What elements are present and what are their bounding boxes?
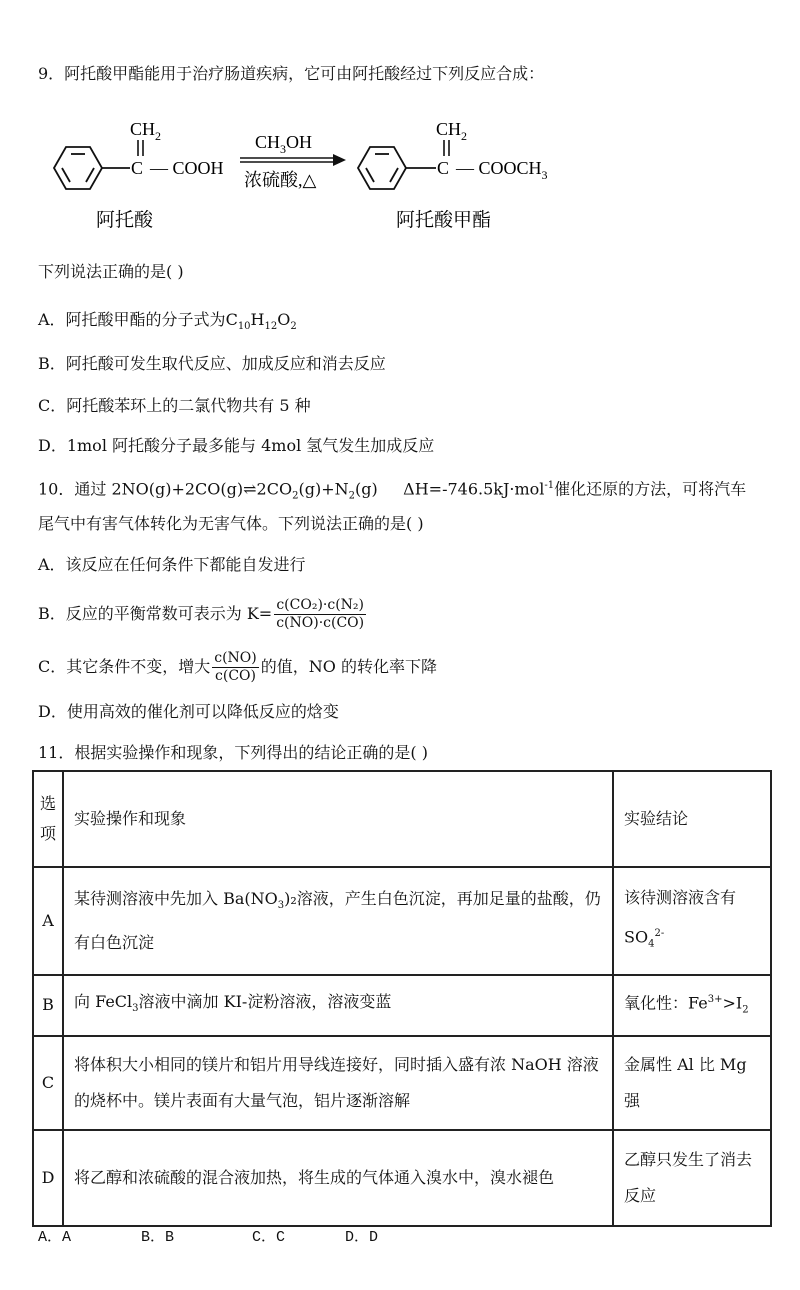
row-b-operation: 向 FeCl$_3$溶液中滴加 KI-淀粉溶液，溶液变蓝 [63, 975, 613, 1036]
q9-option-a: A．阿托酸甲酯的分子式为$C_{10}H_{12}O_2$ [38, 310, 297, 333]
q10-option-d: D．使用高效的催化剂可以降低反应的焓变 [38, 702, 339, 721]
q10-stem-line1: 10．通过 $2NO(g)+2CO(g)\rightleftharpoons 2CO_2(g)+N_2(g)$ ΔH=-746.5kJ·mol$^{-1}$催化还原的方法，可将汽车 [38, 479, 747, 502]
row-c-operation: 将体积大小相同的镁片和铝片用导线连接好，同时插入盛有浓 NaOH 溶液的烧杯中。镁片表面有大量气泡，铝片逐渐溶解 [63, 1036, 613, 1130]
q9-option-b: B．阿托酸可发生取代反应、加成反应和消去反应 [38, 354, 386, 373]
benzene-ring-left [54, 147, 102, 189]
row-a-conclusion: 该待测溶液含有 $SO_4^{2-}$ [613, 867, 771, 975]
header-option: 选项 [33, 771, 63, 867]
table-row: D 将乙醇和浓硫酸的混合液加热，将生成的气体通入溴水中，溴水褪色 乙醇只发生了消去反应 [33, 1130, 771, 1226]
table-row: C 将体积大小相同的镁片和铝片用导线连接好，同时插入盛有浓 NaOH 溶液的烧杯中。镁片表面有大量气泡，铝片逐渐溶解 金属性 Al 比 Mg 强 [33, 1036, 771, 1130]
arrow-head [333, 154, 346, 166]
cooh-group: — COOH [150, 158, 224, 178]
ch2-left: $CH_2$ [130, 119, 162, 143]
benzene-ring-right [358, 147, 406, 189]
q10-option-b: B．反应的平衡常数可表示为 K= $\frac{\text{c(CO₂)·c(N₂)}}{c(NO)\cdot c(CO)}$ [38, 597, 365, 631]
q10-option-a: A．该反应在任何条件下都能自发进行 [38, 555, 306, 574]
q9-stem: 9．阿托酸甲酯能用于治疗肠道疾病，它可由阿托酸经过下列反应合成： [38, 64, 545, 83]
label-atropic-acid: 阿托酸 [96, 210, 154, 230]
row-a-operation: 某待测溶液中先加入 $Ba(NO_3)_2$溶液，产生白色沉淀，再加足量的盐酸，仍有白色沉淀 [63, 867, 613, 975]
header-conclusion: 实验结论 [613, 771, 771, 867]
q9-option-c: C．阿托酸苯环上的二氯代物共有 5 种 [38, 396, 311, 415]
row-c-conclusion: 金属性 Al 比 Mg 强 [613, 1036, 771, 1130]
cooch3-group: — $COOCH_3$ [456, 158, 548, 182]
carbon-left: C [131, 158, 144, 178]
q10-stem-line2: 尾气中有害气体转化为无害气体。下列说法正确的是( ) [38, 514, 424, 533]
ratio-fraction: $\frac{c(NO)}{c(CO)}$ [214, 650, 257, 684]
reagent-conditions: 浓硫酸,△ [244, 170, 317, 190]
header-operation: 实验操作和现象 [63, 771, 613, 867]
ch2-right: $CH_2$ [436, 119, 468, 143]
q11-choices: A．A B．B C．C D．D [38, 1229, 379, 1246]
q11-stem: 11．根据实验操作和现象，下列得出的结论正确的是( ) [38, 743, 428, 762]
row-b-conclusion: 氧化性：$Fe^{3+}>I_2$ [613, 975, 771, 1036]
table-header-row [33, 771, 771, 867]
table-row: A 某待测溶液中先加入 $Ba(NO_3)_2$溶液，产生白色沉淀，再加足量的盐酸，仍有白色沉淀 该待测溶液含有 $SO_4^{2-}$ [33, 867, 771, 975]
q9-question: 下列说法正确的是( ) [38, 262, 184, 281]
q10-option-c: C．其它条件不变，增大 $\frac{c(NO)}{c(CO)}$ 的值，NO 的转化率下降 [38, 650, 437, 684]
reagent-methanol: $CH_3OH$ [255, 132, 313, 156]
equilibrium-constant-fraction: $\frac{\text{c(CO₂)·c(N₂)}}{c(NO)\cdot c(CO)}$ [276, 597, 365, 631]
reaction-scheme [0, 110, 800, 230]
row-d-operation: 将乙醇和浓硫酸的混合液加热，将生成的气体通入溴水中，溴水褪色 [63, 1130, 613, 1226]
label-methyl-atropate: 阿托酸甲酯 [396, 210, 492, 230]
experiment-table [32, 770, 772, 1227]
carbon-right: C [437, 158, 450, 178]
table-row: B 向 FeCl$_3$溶液中滴加 KI-淀粉溶液，溶液变蓝 氧化性：$Fe^{3+}>I_2$ [33, 975, 771, 1036]
q9-option-d: D．1mol 阿托酸分子最多能与 4mol 氢气发生加成反应 [38, 436, 435, 455]
row-d-conclusion: 乙醇只发生了消去反应 [613, 1130, 771, 1226]
